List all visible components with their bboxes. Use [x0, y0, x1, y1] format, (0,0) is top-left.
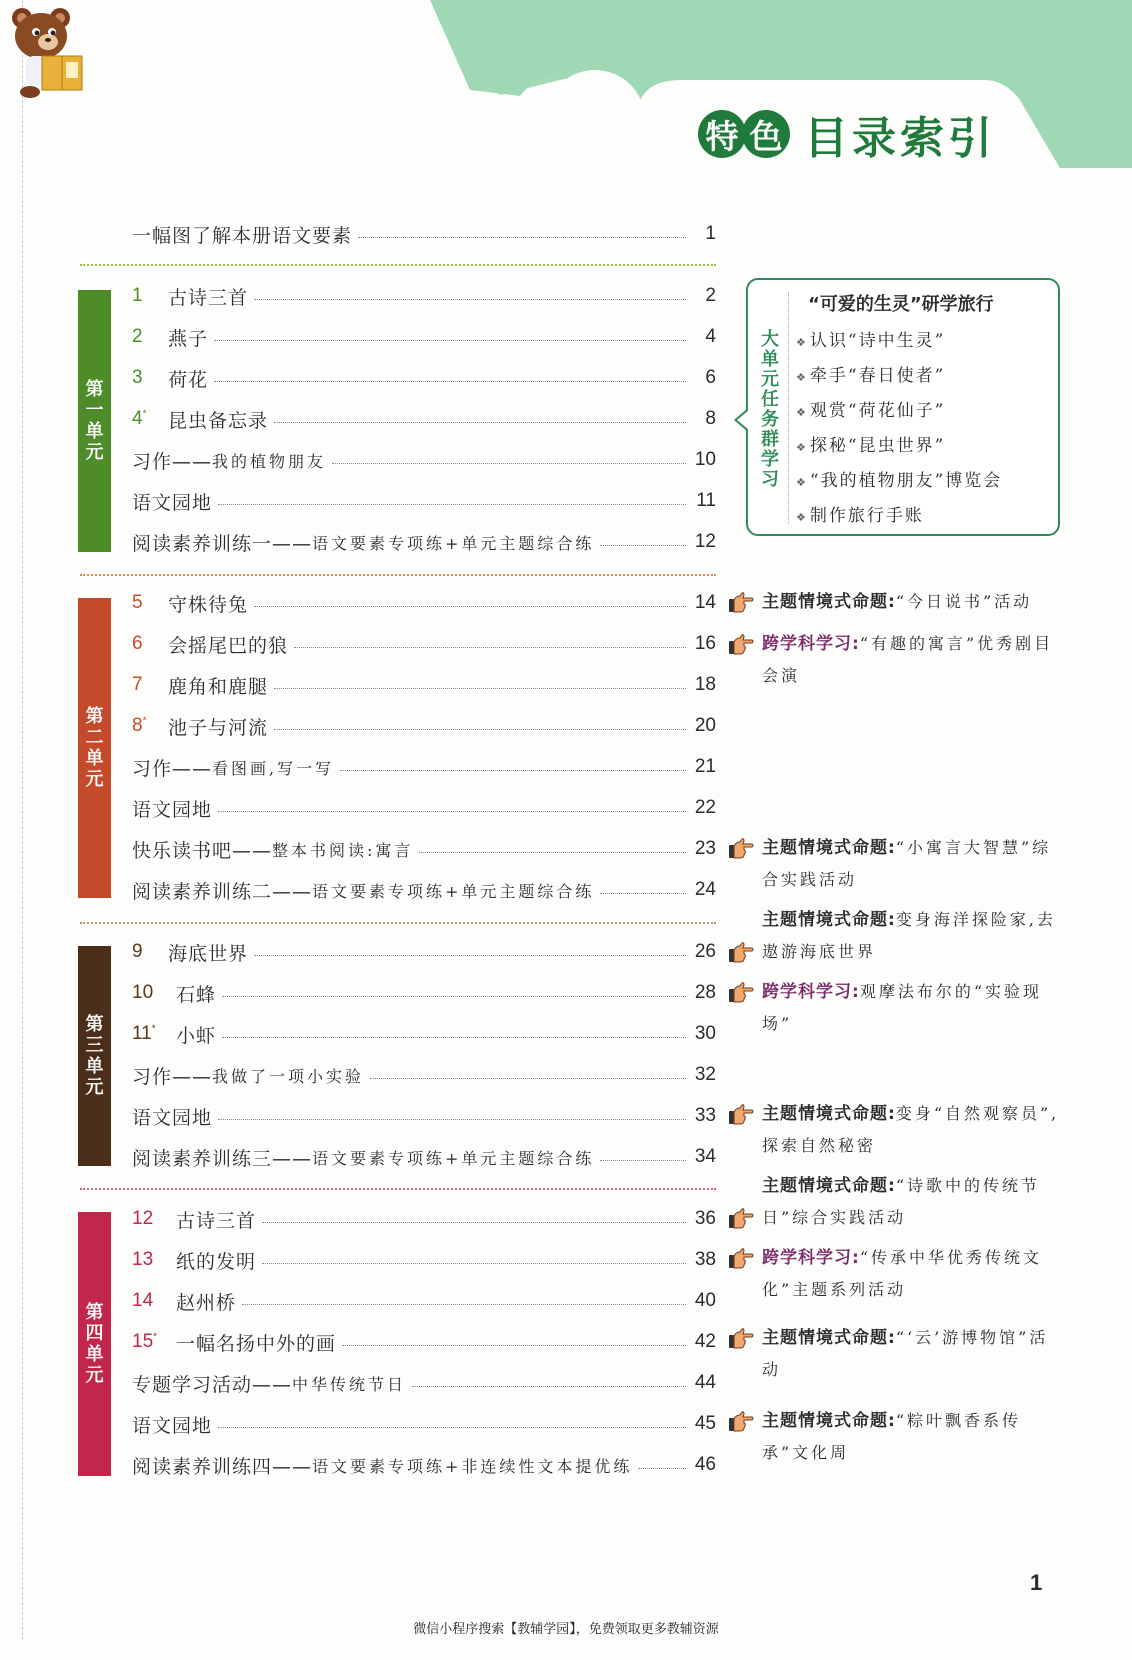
lesson-number-text: 11	[132, 1023, 152, 1044]
lesson-number-text: 15	[132, 1331, 154, 1352]
unit-task-box	[746, 278, 1060, 536]
toc-title: 阅读素养训练一——	[132, 532, 313, 555]
task-label-char: 单	[761, 349, 779, 370]
dot-leader	[218, 811, 686, 812]
unit-label-char: 单	[85, 1344, 104, 1365]
toc-page: 44	[694, 1372, 716, 1393]
toc-title: 昆虫备忘录	[168, 409, 269, 432]
toc-row[interactable]	[132, 528, 716, 556]
side-note-text	[762, 1098, 1062, 1162]
dot-leader	[274, 422, 686, 423]
toc-title: 阅读素养训练三——	[132, 1147, 313, 1170]
side-note-body: 变身海洋探险家,去遨游海底世界	[762, 910, 1056, 961]
dot-leader	[254, 299, 686, 300]
diamond-bullet-icon: ❖	[796, 336, 808, 349]
side-note-body: “粽叶飘香系传承”文化周	[762, 1411, 1021, 1462]
pointing-hand-icon	[728, 1411, 754, 1433]
toc-row[interactable]	[132, 1246, 716, 1274]
side-note-text	[762, 1242, 1062, 1306]
toc-page: 22	[694, 797, 716, 818]
cross-subject-label: 跨学科学习:	[762, 982, 860, 1002]
unit-separator	[80, 1188, 716, 1190]
unit-separator	[80, 574, 716, 576]
unit-label-char: 第	[85, 706, 104, 727]
dot-leader	[254, 955, 686, 956]
task-item	[796, 429, 1002, 464]
pointing-hand-icon	[728, 1104, 754, 1126]
theme-task-label: 主题情境式命题:	[762, 1104, 896, 1124]
toc-subtitle: 语文要素专项练+单元主题综合练	[312, 533, 595, 553]
toc-row[interactable]	[132, 1020, 716, 1048]
toc-title: 守株待兔	[168, 593, 249, 616]
toc-title: 专题学习活动——	[132, 1373, 293, 1396]
unit-label-char: 三	[85, 1035, 104, 1056]
toc-title: 语文园地	[132, 491, 213, 514]
task-item-text: “我的植物朋友”博览会	[809, 471, 1003, 491]
task-label-char: 务	[761, 409, 779, 430]
footer-text: 微信小程序搜索【教辅学园】，免费领取更多教辅资源	[413, 1622, 719, 1637]
unit-label-bar	[78, 1212, 111, 1476]
toc-page: 11	[696, 490, 716, 511]
toc-row[interactable]	[132, 938, 716, 966]
toc-page: 2	[705, 285, 716, 306]
theme-task-label: 主题情境式命题:	[762, 838, 896, 858]
dot-leader	[600, 893, 686, 894]
task-label-char: 习	[761, 469, 779, 490]
task-label-char: 任	[761, 389, 779, 410]
toc-row[interactable]	[132, 282, 716, 310]
toc-subtitle: 语文要素专项练+单元主题综合练	[312, 881, 595, 901]
toc-row[interactable]	[132, 876, 716, 904]
lesson-number	[132, 408, 168, 430]
dot-leader	[419, 852, 686, 853]
lesson-number	[132, 1208, 176, 1230]
theme-task-label: 主题情境式命题:	[762, 910, 896, 930]
toc-row[interactable]	[132, 1143, 716, 1171]
toc-page: 20	[694, 715, 716, 736]
task-label-char: 元	[761, 369, 779, 390]
diamond-bullet-icon: ❖	[796, 371, 808, 384]
side-note-body: 变身“自然观察员”,探索自然秘密	[762, 1104, 1060, 1155]
lesson-number	[132, 1331, 176, 1353]
side-note-body: “今日说书”活动	[895, 592, 1033, 611]
toc-title: 海底世界	[168, 942, 249, 965]
dot-leader	[358, 237, 686, 238]
toc-row[interactable]	[132, 364, 716, 392]
task-label-char: 大	[761, 329, 779, 350]
dot-leader	[242, 1304, 686, 1305]
toc-subtitle: 语文要素专项练+非连续性文本提优练	[312, 1456, 633, 1476]
dot-leader	[600, 1160, 686, 1161]
unit-label-char: 一	[85, 400, 104, 421]
task-item	[796, 359, 1002, 394]
lesson-number	[132, 1290, 176, 1312]
task-item	[796, 324, 1002, 359]
lesson-number-text: 9	[132, 941, 143, 962]
unit-label-char: 元	[85, 1365, 104, 1386]
toc-row[interactable]	[132, 1287, 716, 1315]
toc-row[interactable]	[132, 1061, 716, 1089]
task-item-text: 认识“诗中生灵”	[809, 331, 946, 351]
toc-title: 纸的发明	[176, 1250, 257, 1273]
dot-leader	[222, 996, 686, 997]
unit-label-char: 四	[85, 1323, 104, 1344]
lesson-number-text: 5	[132, 592, 143, 613]
lesson-number-text: 4	[132, 408, 143, 429]
lesson-number	[132, 285, 168, 307]
toc-row[interactable]	[132, 753, 716, 781]
toc-title: 习作——	[132, 450, 213, 473]
theme-task-label: 主题情境式命题:	[762, 1176, 896, 1196]
dot-leader	[370, 1078, 686, 1079]
toc-row[interactable]	[132, 671, 716, 699]
toc-page: 26	[694, 941, 716, 962]
toc-subtitle: 整本书阅读:寓言	[272, 840, 414, 860]
dot-leader	[262, 1263, 686, 1264]
lesson-number-text: 8	[132, 715, 143, 736]
toc-page: 10	[694, 449, 716, 470]
toc-page: 40	[694, 1290, 716, 1311]
toc-title: 古诗三首	[176, 1209, 257, 1232]
lesson-number	[132, 982, 176, 1004]
toc-row[interactable]	[132, 794, 716, 822]
optional-star: *	[153, 1331, 158, 1343]
toc-page: 23	[694, 838, 716, 859]
dot-leader	[262, 1222, 686, 1223]
side-note-body: “‘云’游博物馆”活动	[762, 1328, 1049, 1379]
toc-page: 8	[705, 408, 716, 429]
divider	[788, 292, 789, 524]
toc-title: 阅读素养训练四——	[132, 1455, 313, 1478]
side-note-text	[762, 1405, 1062, 1469]
title-badge	[698, 110, 786, 158]
cross-subject-label: 跨学科学习:	[762, 1248, 860, 1268]
badge-char: 特	[698, 110, 746, 158]
side-note-body: “诗歌中的传统节日”综合实践活动	[762, 1176, 1040, 1227]
binding-margin-line	[22, 0, 23, 1640]
toc-page: 28	[694, 982, 716, 1003]
toc-title: 燕子	[168, 327, 209, 350]
lesson-number	[132, 367, 168, 389]
toc-page: 14	[694, 592, 716, 613]
toc-title: 阅读素养训练二——	[132, 880, 313, 903]
lesson-number-text: 3	[132, 367, 143, 388]
lesson-number	[132, 326, 168, 348]
lesson-number	[132, 715, 168, 737]
task-item	[796, 394, 1002, 429]
toc-subtitle: 我的植物朋友	[212, 451, 327, 471]
unit-label-char: 二	[85, 727, 104, 748]
toc-title: 石蜂	[176, 983, 217, 1006]
bear-mascot-icon	[0, 0, 110, 100]
toc-page: 32	[694, 1064, 716, 1085]
toc-page: 6	[705, 367, 716, 388]
pointing-hand-icon	[728, 634, 754, 656]
side-note-text	[762, 832, 1062, 896]
lesson-number	[132, 1023, 176, 1045]
toc-row[interactable]	[132, 1369, 716, 1397]
toc-page: 36	[694, 1208, 716, 1229]
toc-title: 鹿角和鹿腿	[168, 675, 269, 698]
task-item-text: 牵手“春日使者”	[809, 366, 946, 386]
pointing-hand-icon	[728, 1248, 754, 1270]
unit-label-char: 单	[85, 1056, 104, 1077]
task-item-text: 制作旅行手账	[809, 506, 924, 526]
toc-page: 18	[694, 674, 716, 695]
optional-star: *	[142, 408, 147, 420]
toc-page: 16	[694, 633, 716, 654]
toc-title: 小虾	[176, 1024, 217, 1047]
dot-leader	[218, 1427, 686, 1428]
toc-page: 42	[694, 1331, 716, 1352]
pointing-hand-icon	[728, 1208, 754, 1230]
page-number: 1	[1030, 1570, 1043, 1595]
unit-label-char: 元	[85, 442, 104, 463]
lesson-number-text: 10	[132, 982, 154, 1003]
task-label-char: 学	[761, 449, 779, 470]
side-note-body: “传承中华优秀传统文化”主题系列活动	[762, 1248, 1042, 1299]
lesson-number	[132, 592, 168, 614]
theme-task-label: 主题情境式命题:	[762, 592, 896, 612]
lesson-number-text: 12	[132, 1208, 154, 1229]
unit-label-char: 单	[85, 421, 104, 442]
pointing-hand-icon	[728, 592, 754, 614]
unit-label-bar	[78, 946, 111, 1166]
toc-page: 21	[694, 756, 716, 777]
toc-subtitle: 语文要素专项练+单元主题综合练	[312, 1148, 595, 1168]
toc-subtitle: 中华传统节日	[292, 1374, 407, 1394]
toc-page: 45	[694, 1413, 716, 1434]
diamond-bullet-icon: ❖	[796, 441, 808, 454]
dot-leader	[222, 1037, 686, 1038]
dot-leader	[214, 381, 686, 382]
task-label-char: 群	[761, 429, 779, 450]
side-note-text	[762, 1170, 1062, 1234]
toc-row[interactable]	[132, 630, 716, 658]
toc-title: 语文园地	[132, 798, 213, 821]
side-note-text	[762, 976, 1062, 1040]
dot-leader	[412, 1386, 686, 1387]
toc-row[interactable]	[132, 1205, 716, 1233]
toc-row[interactable]	[132, 979, 716, 1007]
side-note-body: “小寓言大智慧”综合实践活动	[762, 838, 1052, 889]
toc-page: 12	[694, 531, 716, 552]
toc-title: 习作——	[132, 757, 213, 780]
toc-page: 24	[694, 879, 716, 900]
dot-leader	[218, 504, 686, 505]
toc-row[interactable]	[132, 712, 716, 740]
toc-page: 30	[694, 1023, 716, 1044]
optional-star: *	[142, 715, 147, 727]
unit-label-bar	[78, 598, 111, 898]
toc-page: 34	[694, 1146, 716, 1167]
task-item-text: 观赏“荷花仙子”	[809, 401, 946, 421]
toc-page: 46	[694, 1454, 716, 1475]
header-banner	[0, 0, 1132, 190]
toc-title: 语文园地	[132, 1106, 213, 1129]
diamond-bullet-icon: ❖	[796, 511, 808, 524]
toc-title: 古诗三首	[168, 286, 249, 309]
unit-separator	[80, 922, 716, 924]
diamond-bullet-icon: ❖	[796, 406, 808, 419]
toc-row[interactable]	[132, 1328, 716, 1356]
task-box-title: “可爱的生灵”研学旅行	[808, 294, 994, 315]
unit-label-char: 元	[85, 769, 104, 790]
toc-title: 习作——	[132, 1065, 213, 1088]
toc-row[interactable]	[132, 1102, 716, 1130]
pointing-hand-icon	[728, 982, 754, 1004]
dot-leader	[332, 463, 686, 464]
side-note-text	[762, 904, 1062, 968]
toc-row[interactable]	[132, 1410, 716, 1438]
lesson-number-text: 14	[132, 1290, 154, 1311]
theme-task-label: 主题情境式命题:	[762, 1411, 896, 1431]
toc-title: 语文园地	[132, 1414, 213, 1437]
diamond-bullet-icon: ❖	[796, 476, 808, 489]
lesson-number	[132, 674, 168, 696]
lesson-number-text: 7	[132, 674, 143, 695]
unit-label-char: 单	[85, 748, 104, 769]
task-list	[796, 324, 1002, 534]
toc-subtitle: 我做了一项小实验	[212, 1066, 365, 1086]
title-text: 目录索引	[804, 113, 996, 164]
dot-leader	[274, 688, 686, 689]
unit-label-char: 第	[85, 1302, 104, 1323]
side-note-body: 观摩法布尔的“实验现场”	[762, 982, 1042, 1033]
dot-leader	[600, 545, 686, 546]
unit-label-char: 第	[85, 1014, 104, 1035]
toc-page: 38	[694, 1249, 716, 1270]
unit-label-char: 第	[85, 379, 104, 400]
side-note-text	[762, 586, 1062, 618]
pointing-hand-icon	[728, 1328, 754, 1350]
toc-title: 会摇尾巴的狼	[168, 634, 289, 657]
unit-label-char: 元	[85, 1077, 104, 1098]
task-item	[796, 499, 1002, 534]
lesson-number	[132, 1249, 176, 1271]
toc-row[interactable]	[132, 589, 716, 617]
dot-leader	[218, 1119, 686, 1120]
dot-leader	[214, 340, 686, 341]
dot-leader	[254, 606, 686, 607]
toc-title: 一幅图了解本册语文要素	[132, 224, 353, 247]
toc-title: 荷花	[168, 368, 209, 391]
dot-leader	[340, 770, 686, 771]
lesson-number	[132, 633, 168, 655]
toc-page: 33	[694, 1105, 716, 1126]
dot-leader	[294, 647, 686, 648]
toc-title: 池子与河流	[168, 716, 269, 739]
dot-leader	[342, 1345, 686, 1346]
lesson-number-text: 1	[132, 285, 143, 306]
task-item	[796, 464, 1002, 499]
cross-subject-label: 跨学科学习:	[762, 634, 860, 654]
lesson-number-text: 13	[132, 1249, 154, 1270]
theme-task-label: 主题情境式命题:	[762, 1328, 896, 1348]
toc-title: 一幅名扬中外的画	[176, 1332, 337, 1355]
unit-label-bar	[78, 290, 111, 552]
badge-char: 色	[742, 110, 790, 158]
lesson-number-text: 2	[132, 326, 143, 347]
side-note-text	[762, 1322, 1062, 1386]
callout-pointer-inner	[737, 410, 749, 430]
toc-row[interactable]	[132, 835, 716, 863]
task-item-text: 探秘“昆虫世界”	[809, 436, 946, 456]
task-box-label	[760, 330, 780, 490]
optional-star: *	[151, 1023, 156, 1035]
pointing-hand-icon	[728, 838, 754, 860]
unit-separator	[80, 264, 716, 266]
side-note-text	[762, 628, 1062, 692]
page-title	[698, 102, 996, 166]
dot-leader	[638, 1468, 686, 1469]
toc-row[interactable]	[132, 323, 716, 351]
toc-row[interactable]	[132, 1451, 716, 1479]
toc-row[interactable]	[132, 405, 716, 433]
toc-title: 赵州桥	[176, 1291, 237, 1314]
pointing-hand-icon	[728, 942, 754, 964]
side-note-body: “有趣的寓言”优秀剧目会演	[762, 634, 1054, 685]
toc-row[interactable]	[132, 446, 716, 474]
toc-page: 1	[705, 223, 716, 244]
toc-page: 4	[705, 326, 716, 347]
toc-row[interactable]	[132, 487, 716, 515]
lesson-number-text: 6	[132, 633, 143, 654]
toc-subtitle: 看图画,写一写	[212, 758, 335, 778]
toc-row-intro[interactable]	[132, 220, 716, 248]
toc-title: 快乐读书吧——	[132, 839, 273, 862]
lesson-number	[132, 941, 168, 963]
dot-leader	[274, 729, 686, 730]
